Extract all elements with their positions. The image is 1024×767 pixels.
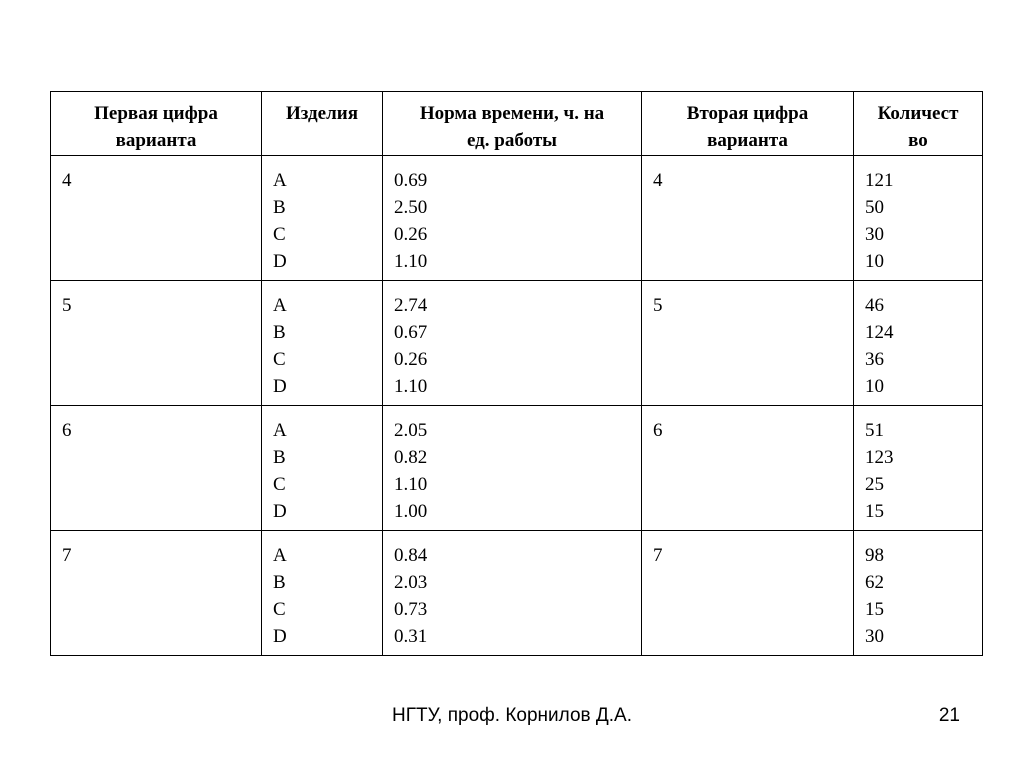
header-first-digit: Первая цифра варианта: [51, 92, 262, 156]
first-digit-cell: 7: [51, 531, 262, 656]
first-digit-cell: 5: [51, 281, 262, 406]
items-cell: A B C D: [262, 156, 383, 281]
quantities-cell: 98 62 15 30: [854, 531, 983, 656]
page-number: 21: [938, 705, 960, 726]
items-cell: A B C D: [262, 406, 383, 531]
norms-cell: 2.74 0.67 0.26 1.10: [383, 281, 642, 406]
second-digit-cell: 4: [642, 156, 854, 281]
table-row: [51, 531, 983, 656]
header-items: Изделия: [262, 92, 383, 156]
footer-author: НГТУ, проф. Корнилов Д.А.: [392, 705, 632, 726]
items-cell: A B C D: [262, 531, 383, 656]
norms-cell: 0.84 2.03 0.73 0.31: [383, 531, 642, 656]
table-row: [51, 156, 983, 281]
table-row: [51, 281, 983, 406]
quantities-cell: 121 50 30 10: [854, 156, 983, 281]
quantities-cell: 46 124 36 10: [854, 281, 983, 406]
header-time-norm: Норма времени, ч. на ед. работы: [383, 92, 642, 156]
second-digit-cell: 5: [642, 281, 854, 406]
table-row: [51, 406, 983, 531]
items-cell: A B C D: [262, 281, 383, 406]
first-digit-cell: 4: [51, 156, 262, 281]
header-quantity: Количест во: [854, 92, 983, 156]
quantities-cell: 51 123 25 15: [854, 406, 983, 531]
data-table: [50, 91, 983, 656]
second-digit-cell: 6: [642, 406, 854, 531]
first-digit-cell: 6: [51, 406, 262, 531]
norms-cell: 2.05 0.82 1.10 1.00: [383, 406, 642, 531]
second-digit-cell: 7: [642, 531, 854, 656]
norms-cell: 0.69 2.50 0.26 1.10: [383, 156, 642, 281]
header-second-digit: Вторая цифра варианта: [642, 92, 854, 156]
header-row: [51, 92, 983, 156]
